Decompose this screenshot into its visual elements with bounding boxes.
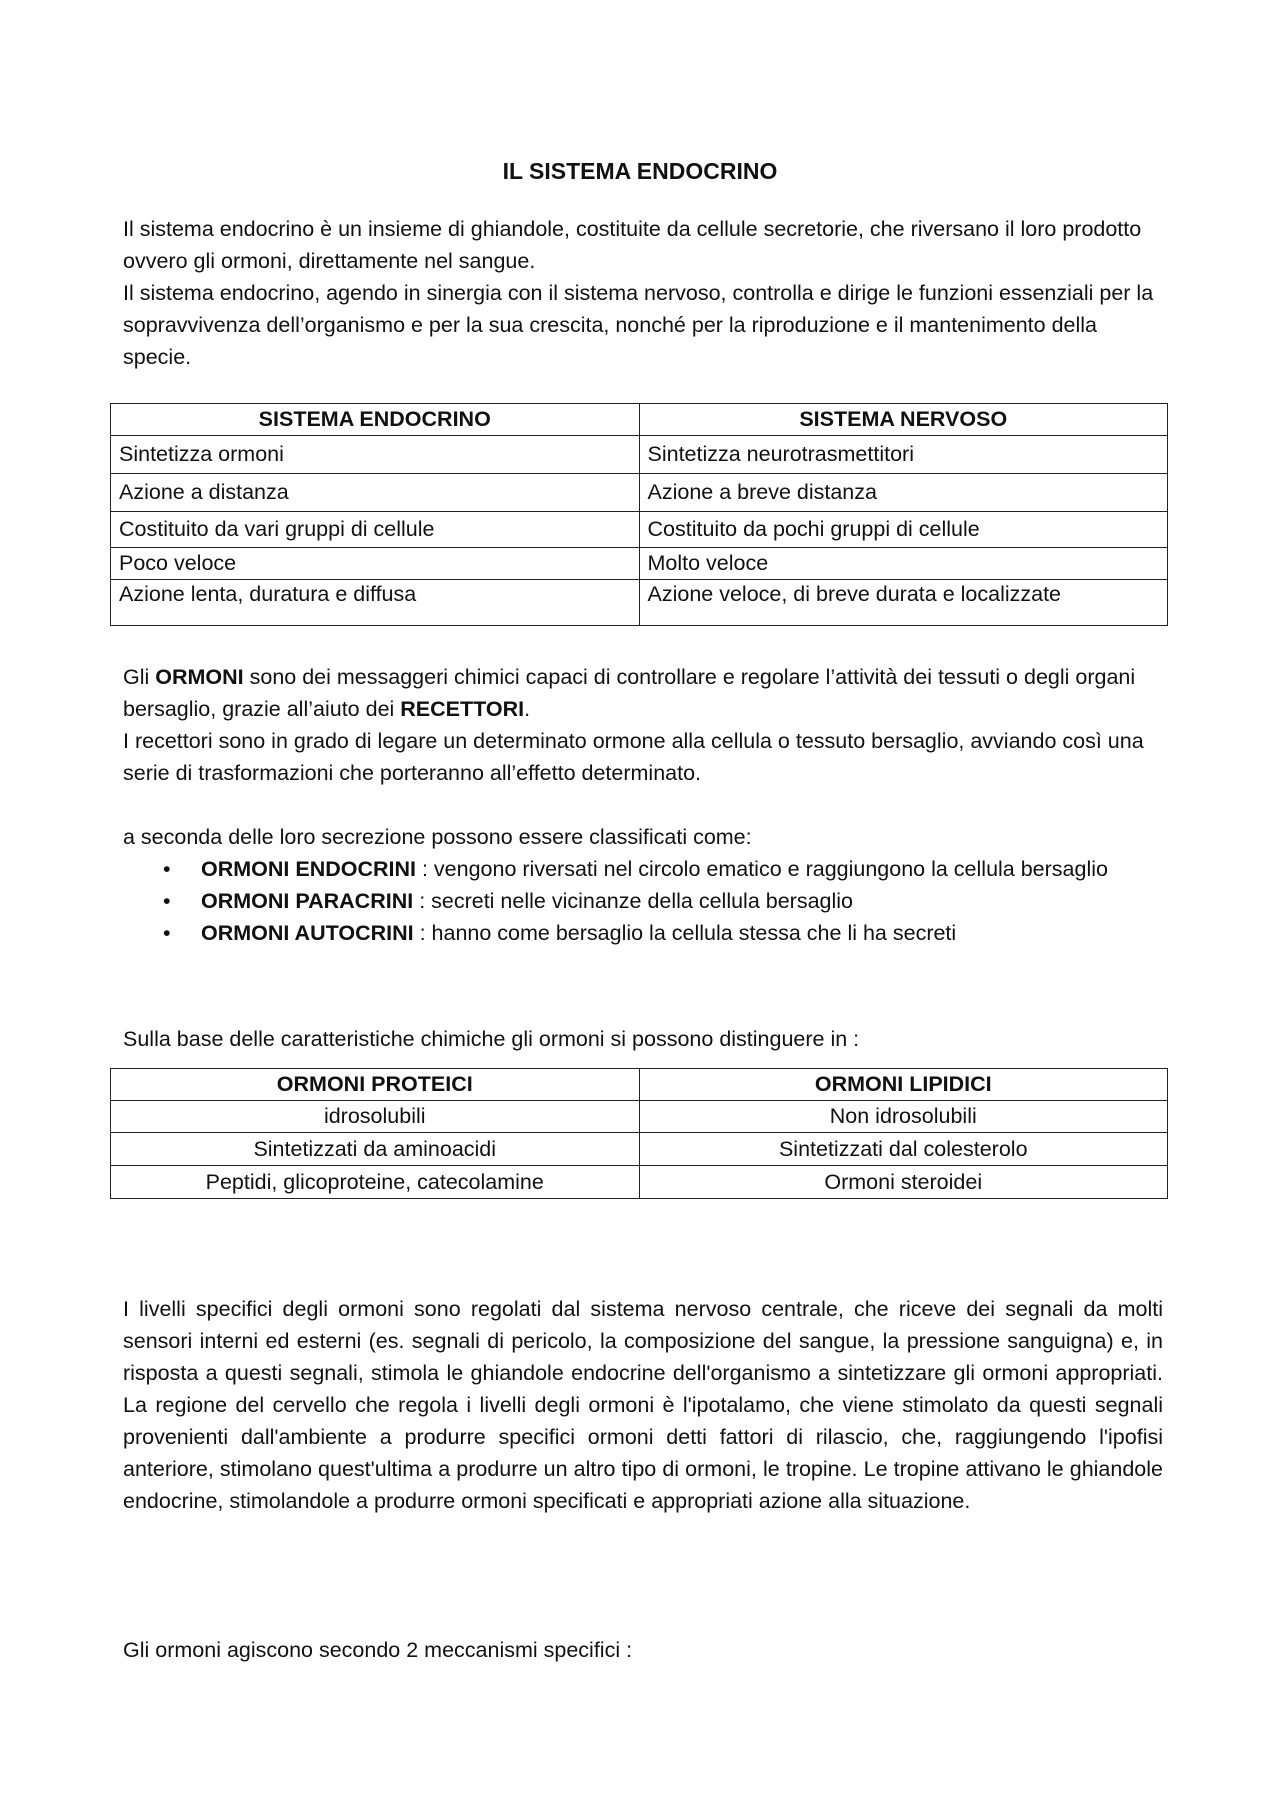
chemical-intro: Sulla base delle caratteristiche chimiche gli ormoni si possono distinguere in : [123,1027,860,1051]
list-item-text: : hanno come bersaglio la cellula stessa che li ha secreti [413,921,957,945]
bullet-icon: • [163,889,171,913]
classification-intro: a seconda delle loro secrezione possono essere classificati come: [123,825,752,849]
table-cell: Azione lenta, duratura e diffusa [111,580,640,626]
hormones-paragraph-2: I recettori sono in grado di legare un determinato ormone alla cellula o tessuto bersaglio, avviando così una serie di trasformazioni che porteranno all’effetto determinato. [123,729,1144,785]
table-cell: Azione a breve distanza [639,474,1168,512]
table-cell: Azione veloce, di breve durata e localizzate [639,580,1168,626]
table-row [111,1101,1168,1133]
intro-paragraph-2: Il sistema endocrino, agendo in sinergia con il sistema nervoso, controlla e dirige le funzioni essenziali per la sopravvivenza dell’organismo e per la sua crescita, nonché per la riproduzione e il mantenimento della specie. [123,281,1154,369]
table-row [111,580,1168,626]
table-row [111,548,1168,580]
list-item-term: ORMONI ENDOCRINI [201,857,416,881]
keyword-ormoni: ORMONI [155,665,244,689]
table-row [111,1166,1168,1199]
table-cell: Sintetizzati da aminoacidi [111,1133,640,1166]
list-item [123,917,1123,949]
table-row [111,474,1168,512]
bullet-icon: • [163,921,171,945]
table-row [111,512,1168,548]
table-header-cell: SISTEMA ENDOCRINO [111,404,640,436]
keyword-recettori: RECETTORI [400,697,525,721]
table-header-cell: ORMONI PROTEICI [111,1069,640,1101]
table-cell: Non idrosolubili [639,1101,1168,1133]
table-cell: Peptidi, glicoproteine, catecolamine [111,1166,640,1199]
table-row [111,436,1168,474]
text-run: Gli [123,665,156,689]
hormone-type-list [123,853,1123,949]
table-header-row [111,1069,1168,1101]
hormones-paragraph-1 [123,661,1163,725]
table-cell: Ormoni steroidei [639,1166,1168,1199]
list-item-text: : vengono riversati nel circolo ematico e raggiungono la cellula bersaglio [416,857,1108,881]
table-header-cell: ORMONI LIPIDICI [639,1069,1168,1101]
list-item-term: ORMONI PARACRINI [201,889,414,913]
page-title: IL SISTEMA ENDOCRINO [502,158,778,184]
table-header-cell: SISTEMA NERVOSO [639,404,1168,436]
table-cell: Costituito da vari gruppi di cellule [111,512,640,548]
regulation-paragraph: I livelli specifici degli ormoni sono regolati dal sistema nervoso centrale, che riceve dei segnali da molti sensori interni ed esterni (es. segnali di pericolo, la composizione del sangue, la pressione sanguigna) e, in risposta a questi segnali, stimola le ghiandole endocrine dell'organismo a sintetizzare gli ormoni appropriati. La regione del cervello che regola i livelli degli ormoni è l'ipotalamo, che viene stimolato da questi segnali provenienti dall'ambiente a produrre specifici ormoni detti fattori di rilascio, che, raggiungendo l'ipofisi anteriore, stimolano quest'ultima a produrre un altro tipo di ormoni, le tropine. Le tropine attivano le ghiandole endocrine, stimolandole a produrre ormoni specificati e appropriati azione alla situazione. [123,1297,1163,1513]
text-run: . [524,697,531,721]
comparison-table-systems [110,403,1168,626]
table-cell: idrosolubili [111,1101,640,1133]
comparison-table-hormones [110,1068,1168,1199]
table-cell: Sintetizza neurotrasmettitori [639,436,1168,474]
list-item-term: ORMONI AUTOCRINI [201,921,414,945]
table-cell: Sintetizza ormoni [111,436,640,474]
table-cell: Sintetizzati dal colesterolo [639,1133,1168,1166]
table-cell: Molto veloce [639,548,1168,580]
text-run: sono dei messaggeri chimici capaci di controllare e regolare l’attività dei tessuti o degli organi bersaglio, grazie all’aiuto dei [123,665,1136,721]
bullet-icon: • [163,857,171,881]
table-row [111,1133,1168,1166]
list-item-text: : secreti nelle vicinanze della cellula bersaglio [413,889,854,913]
table-cell: Costituito da pochi gruppi di cellule [639,512,1168,548]
list-item [123,885,1123,917]
table-cell: Poco veloce [111,548,640,580]
mechanisms-intro: Gli ormoni agiscono secondo 2 meccanismi specifici : [123,1638,633,1662]
table-header-row [111,404,1168,436]
intro-paragraph-1: Il sistema endocrino è un insieme di ghiandole, costituite da cellule secretorie, che riversano il loro prodotto ovvero gli ormoni, direttamente nel sangue. [123,217,1142,273]
table-cell: Azione a distanza [111,474,640,512]
list-item [123,853,1123,885]
